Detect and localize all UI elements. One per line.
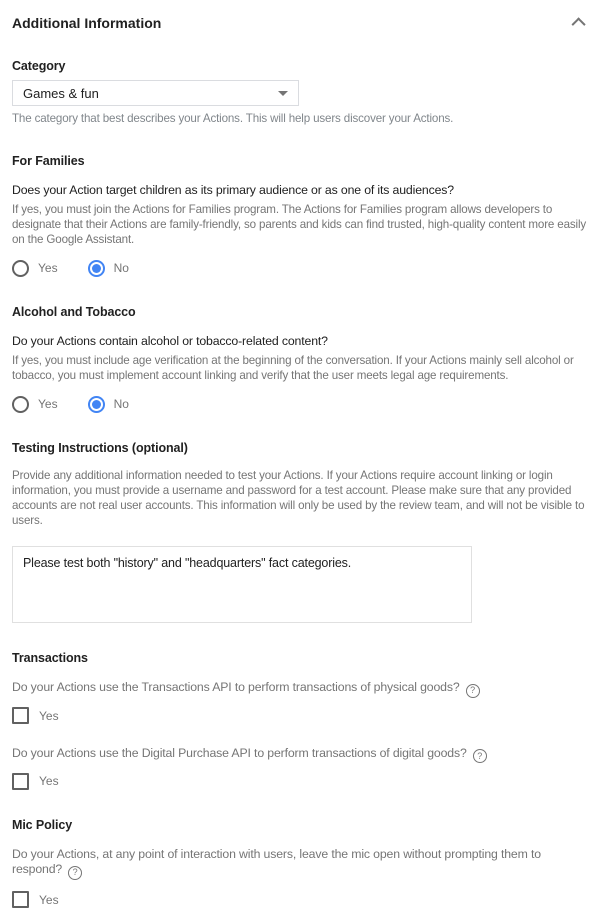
- radio-unselected-icon: [12, 260, 29, 277]
- for-families-question: Does your Action target children as its primary audience or as one of its audiences?: [12, 183, 454, 197]
- panel-header: [12, 0, 593, 31]
- radio-selected-icon: [88, 396, 105, 413]
- alcohol-tobacco-helper-text: If yes, you must include age verification at the beginning of the conversation. If your Actions mainly sell alcohol or tobacco, you must implement account linking and verify that the user meets legal age requirements.: [12, 354, 574, 382]
- for-families-helper-text: If yes, you must join the Actions for Families program. The Actions for Families program allows developers to designate that their Actions are family-friendly, so parents and kids can find trusted, high-quality content more easily on the Google Assistant.: [12, 203, 587, 246]
- question-text: Do your Actions use the Transactions API to perform transactions of physical goods?: [12, 680, 460, 694]
- transactions-section: [12, 651, 593, 790]
- checkbox-unchecked-icon[interactable]: [12, 773, 29, 790]
- testing-instructions-section: [12, 441, 593, 623]
- alcohol-tobacco-section: [12, 305, 593, 413]
- mic-policy-section: [12, 818, 593, 909]
- for-families-radio-group: [12, 259, 593, 277]
- alcohol-tobacco-title: Alcohol and Tobacco: [12, 305, 136, 319]
- category-section: [12, 59, 593, 126]
- mic-policy-checkbox-row: [12, 891, 593, 909]
- mic-policy-question: [12, 847, 593, 880]
- alcohol-tobacco-yes-radio[interactable]: [12, 396, 58, 413]
- for-families-no-radio[interactable]: [88, 260, 129, 277]
- testing-instructions-input[interactable]: [12, 546, 472, 623]
- radio-label: No: [113, 397, 129, 411]
- radio-label: Yes: [38, 261, 58, 275]
- radio-unselected-icon: [12, 396, 29, 413]
- checkbox-label: Yes: [39, 892, 59, 907]
- transactions-title: Transactions: [12, 651, 88, 665]
- radio-label: No: [113, 261, 129, 275]
- checkbox-unchecked-icon[interactable]: [12, 707, 29, 724]
- transactions-physical-checkbox-row: [12, 707, 593, 725]
- for-families-yes-radio[interactable]: [12, 260, 58, 277]
- question-text: Do your Actions, at any point of interaction with users, leave the mic open without prompting them to respond?: [12, 847, 541, 876]
- panel-title: Additional Information: [12, 15, 162, 31]
- testing-instructions-helper-text: Provide any additional information needed to test your Actions. If your Actions require account linking or login information, you must provide a username and password for a test account. Please make sure that any provided accounts are not real user accounts. This information will only be used by the review team, and will not be visible to users.: [12, 469, 585, 527]
- question-text: Do your Actions use the Digital Purchase API to perform transactions of digital goods?: [12, 745, 467, 760]
- dropdown-caret-icon: [278, 91, 288, 96]
- category-helper-text: The category that best describes your Actions. This will help users discover your Actions.: [12, 112, 454, 125]
- transactions-physical-question: [12, 680, 593, 698]
- checkbox-label: Yes: [39, 774, 59, 788]
- transactions-digital-question: [12, 746, 593, 764]
- alcohol-tobacco-no-radio[interactable]: [88, 396, 129, 413]
- checkbox-unchecked-icon[interactable]: [12, 891, 29, 908]
- category-selected-value: Games & fun: [23, 85, 99, 101]
- category-label: Category: [12, 59, 66, 73]
- help-icon[interactable]: ?: [473, 749, 487, 763]
- radio-label: Yes: [38, 397, 58, 411]
- radio-selected-icon: [88, 260, 105, 277]
- alcohol-tobacco-radio-group: [12, 395, 593, 413]
- alcohol-tobacco-question: Do your Actions contain alcohol or tobacco-related content?: [12, 334, 328, 348]
- collapse-chevron-icon[interactable]: [572, 17, 586, 31]
- for-families-title: For Families: [12, 154, 85, 168]
- testing-instructions-title: Testing Instructions (optional): [12, 441, 188, 455]
- help-icon[interactable]: ?: [466, 684, 480, 698]
- category-select[interactable]: [12, 80, 299, 106]
- for-families-section: [12, 154, 593, 277]
- checkbox-label: Yes: [39, 708, 59, 723]
- transactions-digital-checkbox-row: [12, 772, 593, 790]
- mic-policy-title: Mic Policy: [12, 818, 73, 832]
- help-icon[interactable]: ?: [68, 866, 82, 880]
